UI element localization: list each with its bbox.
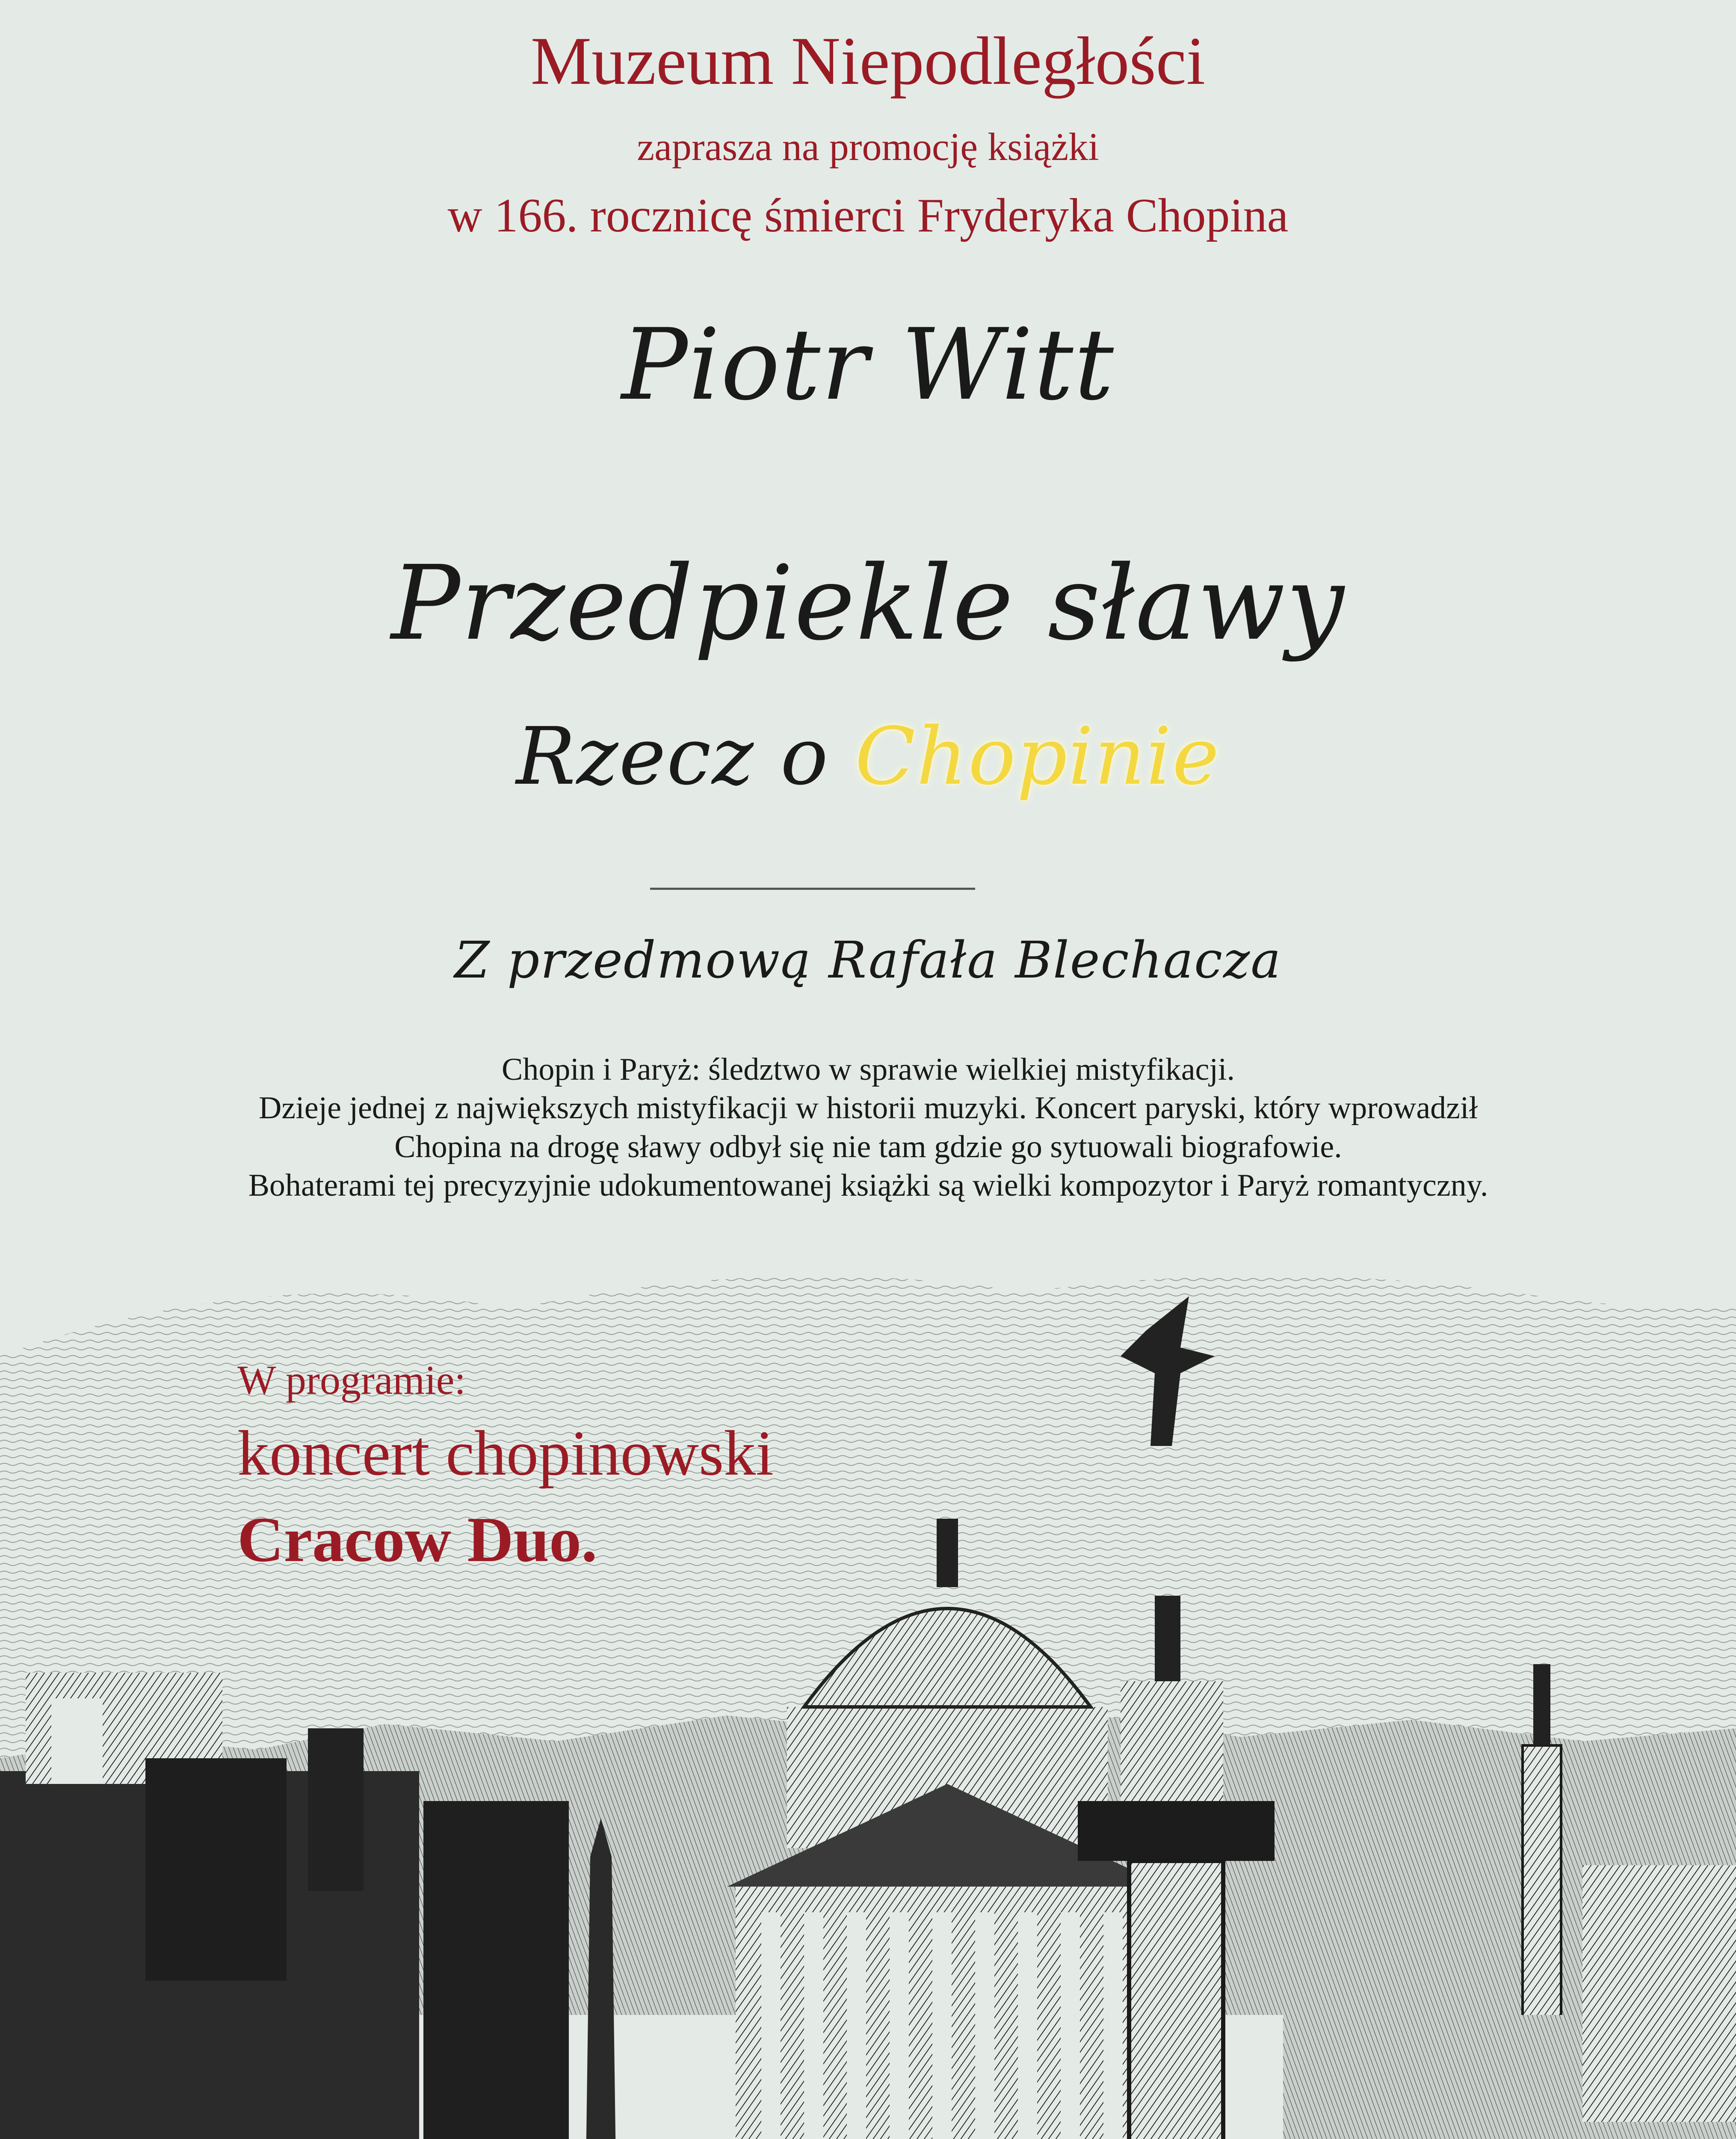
invite-text: zaprasza na promocję książki bbox=[637, 125, 1099, 169]
program-label: W programie: bbox=[237, 1357, 466, 1403]
description-line: Chopin i Paryż: śledztwo w sprawie wielkiej mistyfikacji. bbox=[502, 1052, 1235, 1087]
book-author: Piotr Witt bbox=[621, 308, 1115, 422]
book-title: Przedpiekle sławy bbox=[391, 543, 1345, 663]
subtitle-prefix: Rzecz o bbox=[516, 710, 855, 803]
program-concert: koncert chopinowski bbox=[237, 1418, 774, 1489]
program-section bbox=[237, 1356, 774, 1576]
museum-title: Muzeum Niepodległości bbox=[530, 23, 1206, 99]
preface-text: Z przedmową Rafała Blechacza bbox=[454, 930, 1282, 990]
book-description bbox=[120, 1050, 1617, 1205]
description-line: Chopina na drogę sławy odbył się nie tam gdzie go sytuowali biografowie. bbox=[394, 1129, 1342, 1164]
description-line: Bohaterami tej precyzyjnie udokumentowanej książki są wielki kompozytor i Paryż romantyczny. bbox=[248, 1167, 1488, 1203]
divider bbox=[650, 888, 975, 890]
anniversary-text: w 166. rocznicę śmierci Fryderyka Chopina bbox=[447, 189, 1289, 242]
subtitle-highlight: Chopinie bbox=[855, 710, 1220, 803]
book-subtitle bbox=[0, 710, 1736, 803]
description-line: Dzieje jednej z największych mistyfikacji w historii muzyki. Koncert paryski, który wprowadził bbox=[258, 1090, 1478, 1126]
program-performer: Cracow Duo. bbox=[237, 1504, 597, 1575]
